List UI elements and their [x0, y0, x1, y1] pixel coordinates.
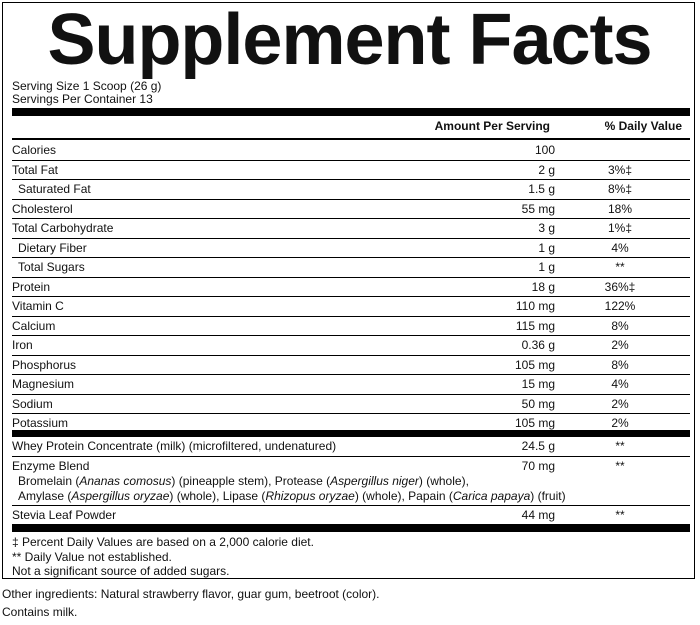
- nutrient-daily-value: 8%: [611, 357, 629, 372]
- footnote-added-sugars: Not a significant source of added sugars.: [12, 564, 230, 578]
- nutrient-row: [12, 161, 690, 181]
- nutrient-amount: 0.36 g: [521, 338, 555, 352]
- nutrient-row: [12, 297, 690, 317]
- nutrient-amount: 15 mg: [521, 377, 555, 391]
- nutrient-row: [12, 141, 690, 161]
- nutrient-name: Phosphorus: [12, 357, 77, 372]
- nutrient-amount: 1 g: [538, 240, 555, 255]
- enzyme-text-segment: ) (whole), Lipase (: [169, 489, 266, 503]
- serving-size: Serving Size 1 Scoop (26 g): [12, 79, 162, 93]
- supplement-facts-panel: [2, 2, 695, 579]
- nutrient-amount: 50 mg: [521, 396, 555, 411]
- nutrient-name: Dietary Fiber: [18, 240, 87, 255]
- whey-dv: **: [615, 439, 625, 453]
- enzyme-text-segment: Bromelain (: [18, 474, 80, 488]
- stevia-dv: **: [615, 508, 625, 522]
- enzyme-amount: 70 mg: [521, 459, 555, 473]
- enzyme-text-segment: ) (fruit): [530, 489, 566, 503]
- nutrient-daily-value: 122%: [604, 299, 636, 313]
- nutrient-row: [12, 200, 690, 220]
- nutrient-daily-value: **: [615, 260, 625, 274]
- enzyme-ingredients-line-2: [18, 489, 566, 503]
- enzyme-species-name: Carica papaya: [452, 489, 531, 503]
- nutrient-amount: 1.5 g: [528, 182, 555, 196]
- nutrient-daily-value: 3%‡: [607, 162, 633, 177]
- nutrient-daily-value: 18%: [607, 201, 633, 216]
- nutrient-name: Vitamin C: [12, 299, 64, 313]
- nutrient-amount: 105 mg: [514, 416, 555, 430]
- stevia-row: [12, 506, 690, 526]
- nutrient-name: Protein: [12, 279, 51, 294]
- enzyme-name: Enzyme Blend: [12, 459, 90, 473]
- nutrient-name: Total Sugars: [18, 260, 85, 274]
- nutrient-row: [12, 278, 690, 298]
- thick-divider-bottom: [12, 524, 690, 532]
- whey-name: Whey Protein Concentrate (milk) (microfiltered, undenatured): [12, 439, 337, 453]
- enzyme-blend-row: [12, 457, 690, 506]
- footnote-dv-not-established: ** Daily Value not established.: [12, 550, 172, 564]
- panel-title: Supplement Facts: [47, 0, 652, 80]
- enzyme-dv: **: [615, 459, 625, 473]
- nutrient-row: [12, 395, 690, 415]
- stevia-amount: 44 mg: [521, 508, 555, 522]
- header-divider: [12, 138, 690, 140]
- nutrient-row: [12, 375, 690, 395]
- whey-amount: 24.5 g: [521, 439, 555, 453]
- nutrient-daily-value: 1%‡: [607, 221, 633, 235]
- enzyme-text-segment: ) (pineapple stem), Protease (: [171, 474, 331, 488]
- enzyme-text-segment: ) (whole), Papain (: [354, 489, 453, 503]
- nutrient-daily-value: 2%: [611, 396, 629, 411]
- nutrient-name: Calories: [12, 143, 57, 157]
- enzyme-species-name: Ananas comosus: [79, 474, 172, 488]
- nutrient-name: Cholesterol: [12, 201, 73, 216]
- nutrient-daily-value: 8%: [611, 318, 629, 333]
- nutrient-row: [12, 239, 690, 259]
- nutrient-row: [12, 180, 690, 200]
- nutrient-amount: 105 mg: [514, 357, 555, 372]
- nutrient-amount: 18 g: [531, 279, 555, 294]
- nutrient-name: Total Fat: [12, 162, 59, 177]
- nutrient-row: [12, 336, 690, 356]
- footnote-percent-dv: ‡ Percent Daily Values are based on a 2,000 calorie diet.: [12, 535, 314, 549]
- whey-row: [12, 437, 690, 457]
- thick-divider-top: [12, 108, 690, 116]
- servings-per-container: Servings Per Container 13: [12, 92, 153, 106]
- nutrient-row: [12, 356, 690, 376]
- enzyme-species-name: Aspergillus oryzae: [71, 489, 170, 503]
- nutrient-daily-value: 8%‡: [607, 182, 633, 196]
- nutrient-amount: 115 mg: [515, 318, 555, 333]
- enzyme-ingredients-line-1: [18, 474, 469, 488]
- nutrient-amount: 55 mg: [521, 201, 555, 216]
- nutrient-daily-value: 36%‡: [604, 279, 636, 294]
- nutrient-row: [12, 258, 690, 278]
- nutrient-daily-value: 2%: [611, 338, 629, 352]
- thick-divider-middle: [12, 430, 690, 437]
- nutrient-daily-value: 4%: [611, 377, 629, 391]
- nutrient-amount: 2 g: [538, 162, 555, 177]
- enzyme-text-segment: Amylase (: [18, 489, 72, 503]
- nutrient-name: Total Carbohydrate: [12, 221, 114, 235]
- nutrient-name: Magnesium: [12, 377, 75, 391]
- contains-statement: Contains milk.: [2, 605, 78, 619]
- nutrient-name: Saturated Fat: [18, 182, 91, 196]
- amount-header: Amount Per Serving: [434, 119, 550, 133]
- nutrient-row: [12, 317, 690, 337]
- enzyme-text-segment: ) (whole),: [418, 474, 469, 488]
- nutrient-name: Iron: [12, 338, 33, 352]
- nutrient-daily-value: 2%: [611, 416, 629, 430]
- nutrient-name: Calcium: [12, 318, 56, 333]
- nutrient-daily-value: 4%: [611, 240, 629, 255]
- daily-value-header: % Daily Value: [604, 119, 682, 133]
- enzyme-species-name: Aspergillus niger: [330, 474, 419, 488]
- nutrient-amount: 3 g: [538, 221, 555, 235]
- nutrient-amount: 1 g: [538, 260, 555, 274]
- nutrient-name: Potassium: [12, 416, 69, 430]
- enzyme-species-name: Rhizopus oryzae: [265, 489, 355, 503]
- other-ingredients: Other ingredients: Natural strawberry flavor, guar gum, beetroot (color).: [2, 587, 380, 601]
- nutrient-amount: 100: [534, 143, 555, 157]
- nutrient-row: [12, 219, 690, 239]
- stevia-name: Stevia Leaf Powder: [12, 508, 117, 522]
- nutrient-amount: 110 mg: [515, 299, 555, 313]
- nutrient-name: Sodium: [12, 396, 53, 411]
